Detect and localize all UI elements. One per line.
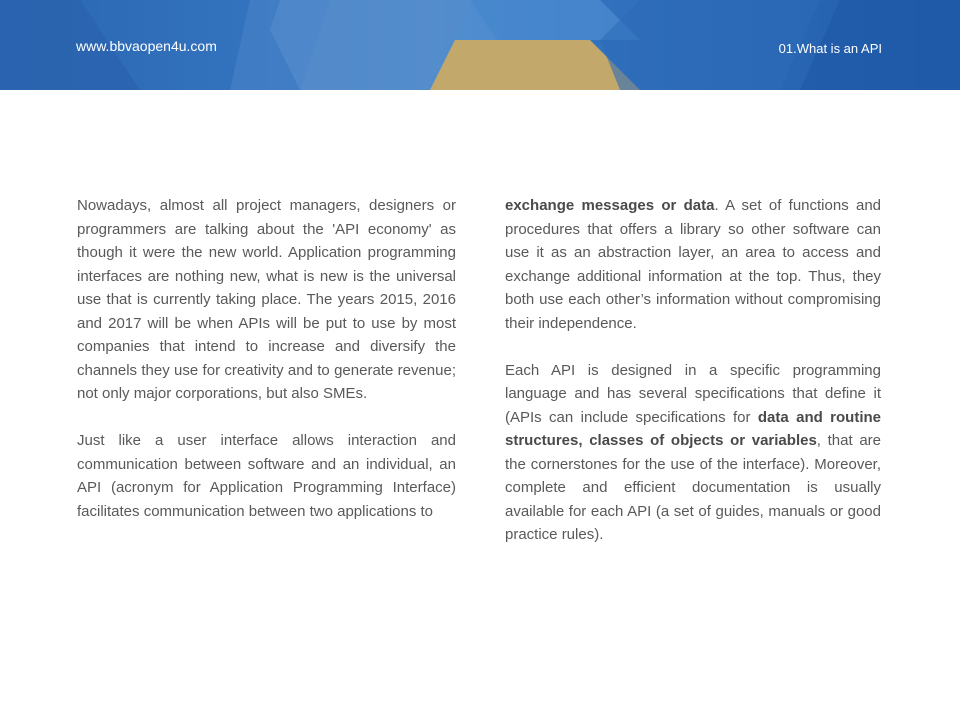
header-banner [0, 0, 960, 90]
left-paragraph-1: Nowadays, almost all project managers, designers or programmers are talking about the 'API economy' as though it were the new world. Application programming interfaces are nothing new, what is new is the universal use that is currently taking place. The years 2015, 2016 and 2017 will be when APIs will be put to use by most companies that intend to increase and diversify the channels they use for creativity and to generate revenue; not only major corporations, but also SMEs. [77, 197, 456, 402]
left-text-column [77, 194, 456, 547]
site-url[interactable]: www.bbvaopen4u.com [76, 38, 217, 54]
right-paragraph-1 [505, 194, 881, 335]
left-paragraph-2: Just like a user interface allows interaction and communication between software and an individual, an API (acronym for Application Programming Interface) facilitates communication between two applications to [77, 432, 456, 520]
right-paragraph-2 [505, 359, 881, 547]
right-text-column [505, 194, 881, 570]
right-paragraph-2-bold: data and routine structures, classes of objects or variables [505, 408, 881, 449]
section-label: 01.What is an API [778, 41, 882, 56]
right-paragraph-2-start: Each API is designed in a specific programming language and has several specifications that define it (APIs can include specifications for [505, 361, 881, 426]
right-paragraph-1-rest: . A set of functions and procedures that offers a library so other software can use it as an abstraction layer, an area to access and exchange additional information at the top. Thus, they both use each other’s information without compromising their independence. [505, 197, 882, 332]
right-paragraph-1-bold: exchange messages or data [505, 197, 715, 214]
right-paragraph-2-end: , that are the cornerstones for the use of the interface). Moreover, complete and efficient documentation is usually available for each API (a set of guides, manuals or good practice rules). [505, 432, 881, 543]
